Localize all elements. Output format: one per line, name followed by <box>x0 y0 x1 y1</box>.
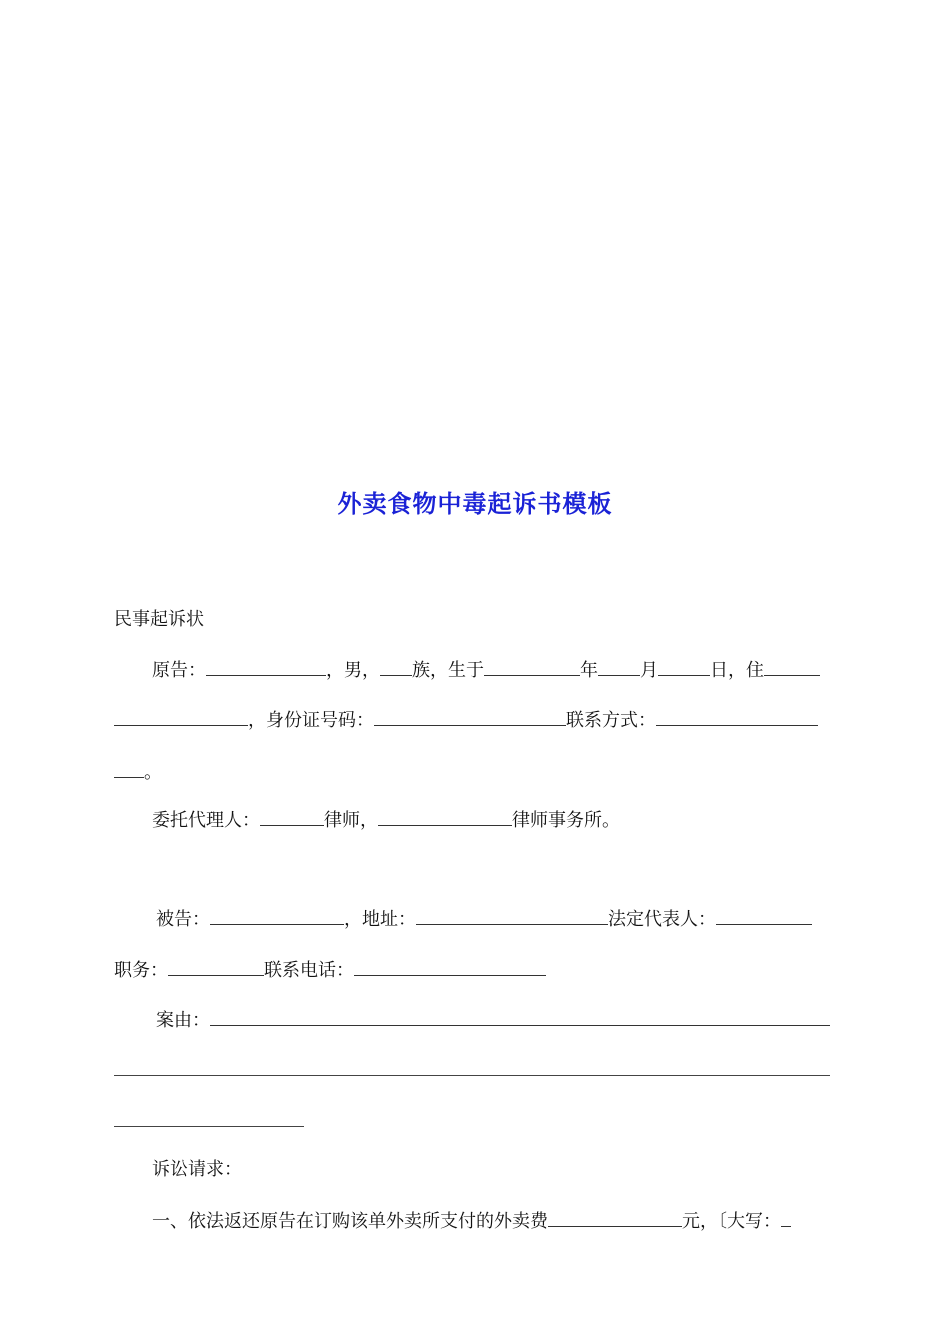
defendant-position-blank[interactable] <box>168 957 264 976</box>
claim-item-1-mid: 元，〔大写： <box>682 1211 781 1232</box>
plaintiff-name-blank[interactable] <box>206 657 326 676</box>
defendant-phone-blank[interactable] <box>354 957 546 976</box>
claim-item-1-prefix: 一、依法返还原告在订购该单外卖所支付的外卖费 <box>152 1211 548 1232</box>
cause-blank[interactable] <box>210 1007 830 1026</box>
cause-label: 案由： <box>156 1010 210 1031</box>
document-title: 外卖食物中毒起诉书模板 <box>337 490 613 518</box>
plaintiff-end: 。 <box>144 762 162 783</box>
cause-blank-2[interactable] <box>114 1075 830 1076</box>
plaintiff-ethnicity-blank[interactable] <box>380 657 412 676</box>
defendant-legal-rep-label: 法定代表人： <box>608 909 716 930</box>
agent-name-blank[interactable] <box>260 807 324 826</box>
plaintiff-label: 原告： <box>152 660 206 681</box>
plaintiff-year-blank[interactable] <box>484 657 580 676</box>
document-heading: 民事起诉状 <box>114 609 204 630</box>
plaintiff-ethnicity: 族，生于 <box>412 660 484 681</box>
plaintiff-line-3 <box>114 759 162 785</box>
plaintiff-day-blank[interactable] <box>658 657 710 676</box>
defendant-line-1 <box>156 906 812 932</box>
plaintiff-line-1 <box>152 657 820 683</box>
defendant-address-blank[interactable] <box>416 906 608 925</box>
plaintiff-month: 月 <box>640 660 658 681</box>
defendant-address-label: ，地址： <box>344 909 416 930</box>
claim-item-1 <box>152 1208 791 1234</box>
defendant-position-label: 职务： <box>114 960 168 981</box>
plaintiff-contact-label: 联系方式： <box>566 710 656 731</box>
defendant-line-2 <box>114 957 546 983</box>
plaintiff-id-blank[interactable] <box>374 707 566 726</box>
plaintiff-gender: ，男， <box>326 660 380 681</box>
cause-line <box>156 1007 830 1033</box>
plaintiff-month-blank[interactable] <box>598 657 640 676</box>
agent-lawyer: 律师， <box>324 810 378 831</box>
plaintiff-contact-blank-2[interactable] <box>114 759 144 778</box>
agent-line <box>152 807 620 833</box>
defendant-phone-label: 联系电话： <box>264 960 354 981</box>
plaintiff-line-2 <box>114 707 818 733</box>
plaintiff-address-blank[interactable] <box>764 657 820 676</box>
defendant-label: 被告： <box>156 909 210 930</box>
cause-blank-3[interactable] <box>114 1126 304 1127</box>
agent-firm-blank[interactable] <box>378 807 512 826</box>
plaintiff-contact-blank[interactable] <box>656 707 818 726</box>
claim-fee-blank[interactable] <box>548 1208 682 1227</box>
agent-firm: 律师事务所。 <box>512 810 620 831</box>
agent-label: 委托代理人： <box>152 810 260 831</box>
defendant-legal-rep-blank[interactable] <box>716 906 812 925</box>
plaintiff-day: 日，住 <box>710 660 764 681</box>
claims-heading: 诉讼请求： <box>152 1159 242 1180</box>
plaintiff-year: 年 <box>580 660 598 681</box>
claim-amount-uppercase-blank[interactable] <box>781 1208 791 1227</box>
plaintiff-id-label: ，身份证号码： <box>248 710 374 731</box>
plaintiff-address-blank-2[interactable] <box>114 707 248 726</box>
defendant-name-blank[interactable] <box>210 906 344 925</box>
